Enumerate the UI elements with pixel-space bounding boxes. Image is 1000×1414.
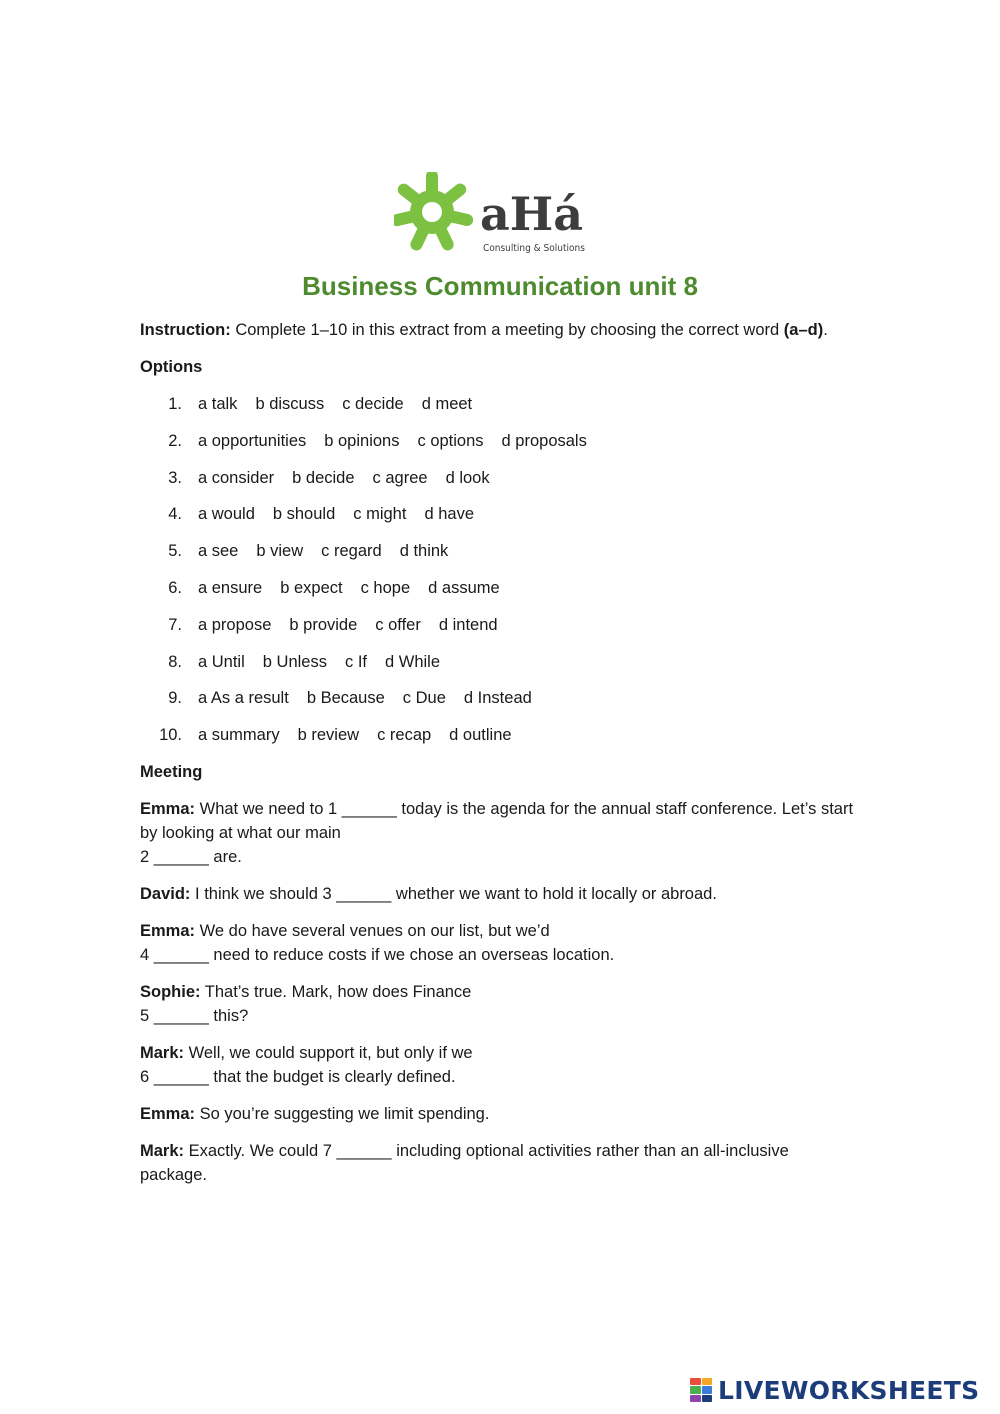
option-choice: a As a result [198,689,289,708]
option-choice: c regard [321,542,382,561]
dialogue-line [140,797,860,869]
speaker-name: David: [140,885,191,904]
option-choice: d assume [428,578,500,597]
option-choice: d While [385,652,441,671]
option-choice: d think [399,542,449,561]
dialogue-text: 4 ______ need to reduce costs if we chose an overseas location. [140,946,615,965]
worksheet-body [140,318,860,1200]
dialogue-text: 6 ______ that the budget is clearly defined. [140,1068,456,1087]
dialogue-text: What we need to 1 ______ today is the agenda for the annual staff conference. Let’s start by looking at what our main [140,800,854,843]
speaker-name: Mark: [140,1142,185,1161]
dialogue-text: Well, we could support it, but only if we [184,1044,473,1063]
option-choice: b view [256,542,304,561]
company-logo [394,172,609,258]
option-choice: c might [353,505,407,524]
dialogue-text: I think we should 3 ______ whether we want to hold it locally or abroad. [190,885,717,904]
option-choice: a talk [198,395,238,413]
option-choice: b Unless [262,652,327,671]
option-choice: a Until [198,652,245,671]
option-item [140,392,860,416]
option-choice: b provide [289,615,358,634]
option-item [140,429,860,453]
dialogue-text: That’s true. Mark, how does Finance [200,983,472,1002]
page-title: Business Communication unit 8 [302,271,698,301]
option-choice: d meet [421,395,473,413]
option-number: 10. [159,726,182,745]
instruction-text: Complete 1–10 in this extract from a meeting by choosing the correct word [230,321,784,339]
dialogue-line [140,980,860,1028]
option-choice: c agree [372,468,428,487]
option-choice: b expect [280,578,343,597]
option-choice: b decide [292,468,355,487]
liveworksheets-icon [690,1378,712,1402]
option-choice: a summary [198,726,280,745]
options-list [140,392,860,747]
option-choice: a opportunities [198,431,307,450]
option-choice: d intend [438,615,498,634]
option-item [140,539,860,563]
dialogue-line [140,919,860,967]
option-item [140,576,860,600]
liveworksheets-logo [690,1376,979,1404]
option-choice: b Because [306,689,385,708]
option-choice: c hope [360,578,411,597]
option-choice: b opinions [324,431,400,450]
speaker-name: Emma: [140,800,196,819]
option-number: 1. [168,395,182,413]
dialogue-text: 5 ______ this? [140,1007,249,1026]
option-choice: d outline [449,726,512,745]
option-item [140,723,860,747]
dialogue-line [140,882,860,906]
option-choice: d have [424,505,474,524]
speaker-name: Emma: [140,1105,196,1124]
instruction-label: Instruction: [140,321,231,339]
gear-star-icon [394,172,474,252]
option-choice: c Due [402,689,446,708]
option-choice: a ensure [198,578,263,597]
dialogue-text: We do have several venues on our list, but we’d [195,922,550,941]
option-choice: a see [198,542,239,561]
option-choice: d proposals [501,431,587,450]
dialogue-line [140,1041,860,1089]
instruction [140,318,860,342]
dialogue-text: 2 ______ are. [140,848,242,867]
option-choice: a consider [198,468,275,487]
option-item [140,466,860,490]
option-choice: b discuss [255,395,325,413]
option-choice: c decide [342,395,404,413]
speaker-name: Sophie: [140,983,201,1002]
instruction-end: . [823,321,828,339]
logo-wordmark: aHá [480,187,584,241]
dialogue-text: Exactly. We could 7 ______ including optional activities rather than an all-inclusive package. [140,1142,789,1185]
option-number: 5. [168,542,182,561]
option-number: 3. [168,468,182,487]
liveworksheets-brand: LIVEWORKSHEETS [718,1375,980,1405]
dialogue-line [140,1102,860,1126]
logo-tagline: Consulting & Solutions [483,243,585,254]
dialogue-text: So you’re suggesting we limit spending. [195,1105,490,1124]
options-heading: Options [140,358,203,376]
option-choice: b review [297,726,360,745]
option-number: 7. [168,615,182,634]
option-item [140,686,860,710]
meeting-heading: Meeting [140,763,203,782]
meeting-dialogue [140,797,860,1187]
option-choice: c If [344,652,367,671]
option-choice: b should [272,505,336,524]
option-choice: d Instead [463,689,532,708]
option-choice: a would [198,505,255,524]
instruction-range: (a–d) [783,321,824,339]
dialogue-line [140,1139,860,1187]
option-number: 2. [168,431,182,450]
option-choice: a propose [198,615,272,634]
speaker-name: Emma: [140,922,196,941]
option-number: 6. [168,578,182,597]
option-item [140,650,860,674]
option-choice: c offer [375,615,421,634]
option-number: 4. [168,505,182,524]
option-choice: c recap [377,726,432,745]
option-choice: d look [445,468,490,487]
option-number: 8. [168,652,182,671]
speaker-name: Mark: [140,1044,185,1063]
option-number: 9. [168,689,182,708]
option-item [140,613,860,637]
option-item [140,502,860,526]
option-choice: c options [417,431,484,450]
